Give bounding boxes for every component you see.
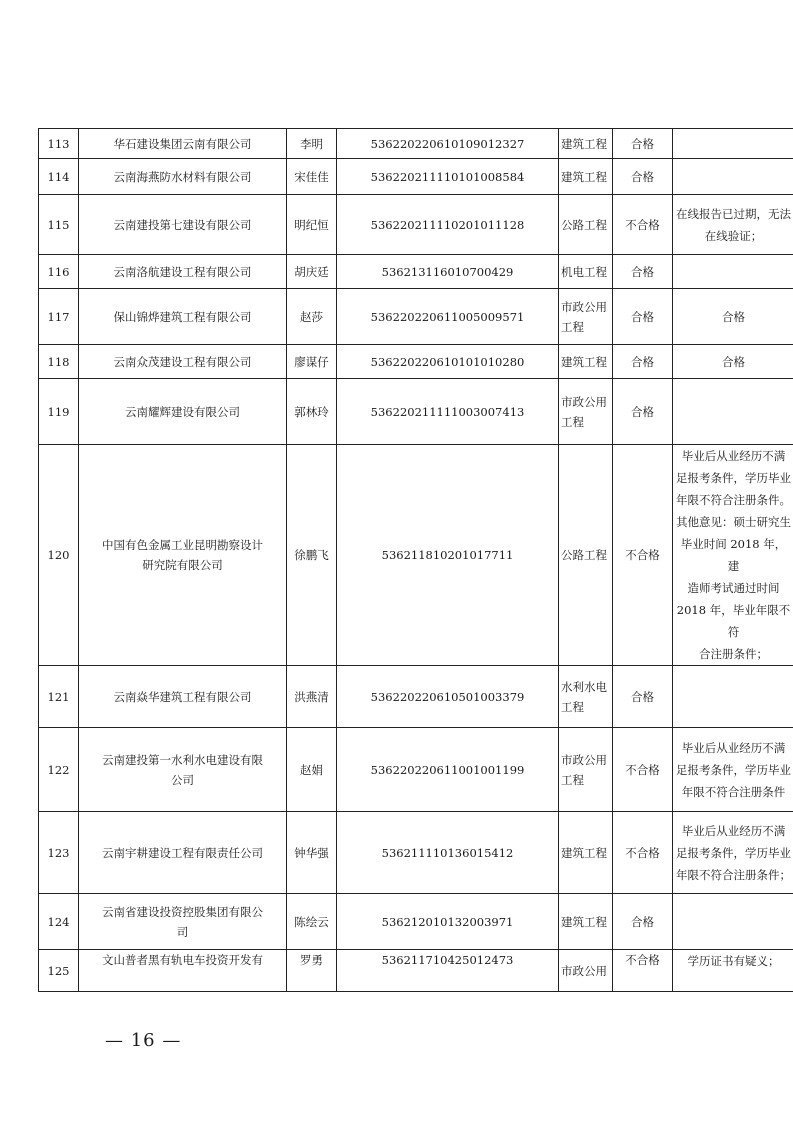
certificate-id: 536220211110101008584 [337,159,559,195]
row-number: 116 [39,255,79,289]
certificate-id: 536220211111003007413 [337,379,559,445]
table-row [39,345,793,379]
table-row [39,289,793,345]
result: 合格 [613,255,673,289]
company-name: 保山锦烨建筑工程有限公司 [79,289,287,345]
certificate-id: 536211110136015412 [337,812,559,894]
result: 合格 [613,289,673,345]
company-name: 中国有色金属工业昆明勘察设计 研究院有限公司 [79,445,287,666]
person-name: 廖谋仔 [287,345,337,379]
result: 合格 [613,894,673,950]
company-name: 云南建投第一水利水电建设有限 公司 [79,728,287,812]
company-name: 华石建设集团云南有限公司 [79,129,287,159]
discipline: 公路工程 [559,445,613,666]
person-name: 徐鹏飞 [287,445,337,666]
row-number: 113 [39,129,79,159]
company-name: 文山普者黑有轨电车投资开发有 [79,950,287,992]
remark [673,159,793,195]
result: 不合格 [613,728,673,812]
result: 合格 [613,159,673,195]
discipline: 市政公用 工程 [559,379,613,445]
row-number: 125 [39,950,79,992]
discipline: 建筑工程 [559,345,613,379]
row-number: 117 [39,289,79,345]
remark: 合格 [673,345,793,379]
company-name: 云南建投第七建设有限公司 [79,195,287,255]
remark: 毕业后从业经历不满 足报考条件，学历毕业 年限不符合注册条件。 其他意见：硕士研究生 毕业时间 2018 年，建 造师考试通过时间 2018 年，毕业年限不符 合注册条件； [673,445,793,666]
person-name: 明纪恒 [287,195,337,255]
person-name: 陈绘云 [287,894,337,950]
table-row [39,255,793,289]
certificate-id: 536220220610101010280 [337,345,559,379]
row-number: 123 [39,812,79,894]
result: 合格 [613,379,673,445]
discipline: 市政公用 工程 [559,728,613,812]
remark [673,894,793,950]
results-table [38,128,793,992]
remark [673,129,793,159]
table-row [39,379,793,445]
company-name: 云南焱华建筑工程有限公司 [79,666,287,728]
table-row [39,195,793,255]
row-number: 121 [39,666,79,728]
result: 不合格 [613,445,673,666]
remark [673,379,793,445]
remark: 学历证书有疑义； [673,950,793,992]
discipline: 建筑工程 [559,159,613,195]
result: 合格 [613,345,673,379]
table-row [39,445,793,666]
discipline: 建筑工程 [559,812,613,894]
result: 合格 [613,129,673,159]
certificate-id: 536220211110201011128 [337,195,559,255]
discipline: 市政公用 [559,950,613,992]
discipline: 公路工程 [559,195,613,255]
discipline: 机电工程 [559,255,613,289]
certificate-id: 536220220610109012327 [337,129,559,159]
remark: 毕业后从业经历不满 足报考条件，学历毕业 年限不符合注册条件 [673,728,793,812]
table-row [39,129,793,159]
person-name: 李明 [287,129,337,159]
person-name: 宋佳佳 [287,159,337,195]
result: 不合格 [613,950,673,992]
table-row [39,894,793,950]
person-name: 胡庆廷 [287,255,337,289]
person-name: 赵娟 [287,728,337,812]
discipline: 水利水电 工程 [559,666,613,728]
company-name: 云南省建设投资控股集团有限公 司 [79,894,287,950]
company-name: 云南众茂建设工程有限公司 [79,345,287,379]
table-row [39,728,793,812]
row-number: 119 [39,379,79,445]
result: 不合格 [613,812,673,894]
row-number: 122 [39,728,79,812]
table-row [39,812,793,894]
company-name: 云南海燕防水材料有限公司 [79,159,287,195]
result: 不合格 [613,195,673,255]
person-name: 钟华强 [287,812,337,894]
person-name: 郭林玲 [287,379,337,445]
person-name: 赵莎 [287,289,337,345]
remark [673,666,793,728]
table-row [39,666,793,728]
row-number: 114 [39,159,79,195]
discipline: 建筑工程 [559,129,613,159]
person-name: 洪燕清 [287,666,337,728]
page-number: — 16 — [105,1030,182,1051]
certificate-id: 536211810201017711 [337,445,559,666]
company-name: 云南洛航建设工程有限公司 [79,255,287,289]
remark: 在线报告已过期，无法 在线验证； [673,195,793,255]
row-number: 115 [39,195,79,255]
remark: 合格 [673,289,793,345]
row-number: 118 [39,345,79,379]
discipline: 市政公用 工程 [559,289,613,345]
certificate-id: 536212010132003971 [337,894,559,950]
row-number: 120 [39,445,79,666]
result: 合格 [613,666,673,728]
discipline: 建筑工程 [559,894,613,950]
certificate-id: 536213116010700429 [337,255,559,289]
company-name: 云南耀辉建设有限公司 [79,379,287,445]
certificate-id: 536220220610501003379 [337,666,559,728]
certificate-id: 536211710425012473 [337,950,559,992]
remark [673,255,793,289]
company-name: 云南宇耕建设工程有限责任公司 [79,812,287,894]
row-number: 124 [39,894,79,950]
certificate-id: 536220220611001001199 [337,728,559,812]
table-row [39,159,793,195]
remark: 毕业后从业经历不满 足报考条件，学历毕业 年限不符合注册条件； [673,812,793,894]
person-name: 罗勇 [287,950,337,992]
certificate-id: 536220220611005009571 [337,289,559,345]
table-row [39,950,793,992]
